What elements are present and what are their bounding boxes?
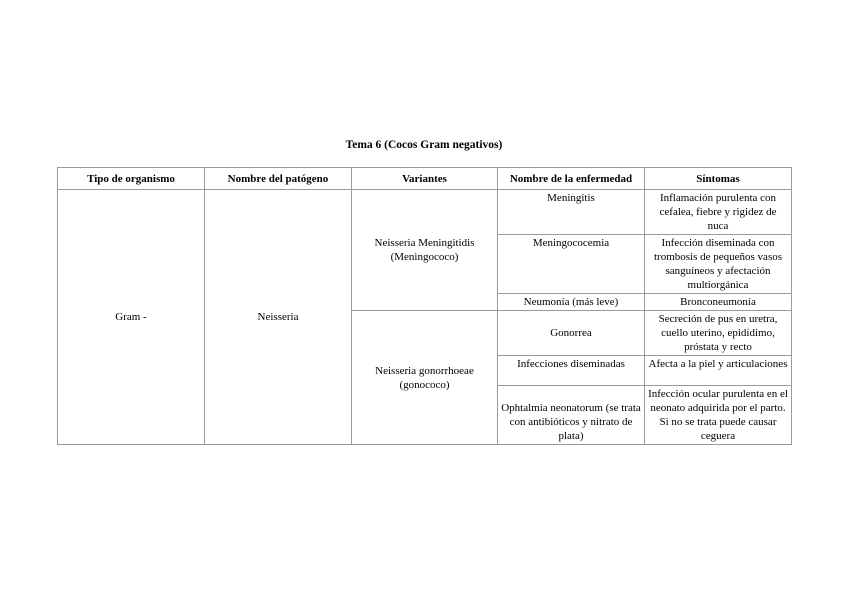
disease-cell: Neumonía (más leve): [498, 294, 645, 311]
disease-cell: Infecciones diseminadas: [498, 356, 645, 386]
header-symptoms: Síntomas: [645, 168, 792, 190]
symptoms-cell: Afecta a la piel y articulaciones: [645, 356, 792, 386]
header-variants: Variantes: [352, 168, 498, 190]
disease-cell: Meningococemia: [498, 235, 645, 294]
table-row: [58, 190, 792, 235]
organism-type-cell: Gram -: [58, 190, 205, 445]
symptoms-cell: Bronconeumonía: [645, 294, 792, 311]
document-title: Tema 6 (Cocos Gram negativos): [345, 139, 503, 151]
symptoms-cell: Inflamación purulenta con cefalea, fiebre y rigidez de nuca: [645, 190, 792, 235]
header-pathogen-name: Nombre del patógeno: [205, 168, 352, 190]
symptoms-cell: Infección diseminada con trombosis de pequeños vasos sanguíneos y afectación multiorgánica: [645, 235, 792, 294]
disease-cell: Meningitis: [498, 190, 645, 235]
variant-cell: Neisseria Meningitidis (Meningococo): [352, 190, 498, 311]
disease-cell: Ophtalmia neonatorum (se trata con antibióticos y nitrato de plata): [498, 386, 645, 445]
header-organism-type: Tipo de organismo: [58, 168, 205, 190]
disease-table: [57, 167, 792, 445]
header-disease-name: Nombre de la enfermedad: [498, 168, 645, 190]
pathogen-cell: Neisseria: [205, 190, 352, 445]
header-row: [58, 168, 792, 190]
symptoms-cell: Infección ocular purulenta en el neonato adquirida por el parto. Si no se trata puede causar ceguera: [645, 386, 792, 445]
variant-cell: Neisseria gonorrhoeae (gonococo): [352, 311, 498, 445]
symptoms-cell: Secreción de pus en uretra, cuello uterino, epidídimo, próstata y recto: [645, 311, 792, 356]
disease-cell: Gonorrea: [498, 311, 645, 356]
